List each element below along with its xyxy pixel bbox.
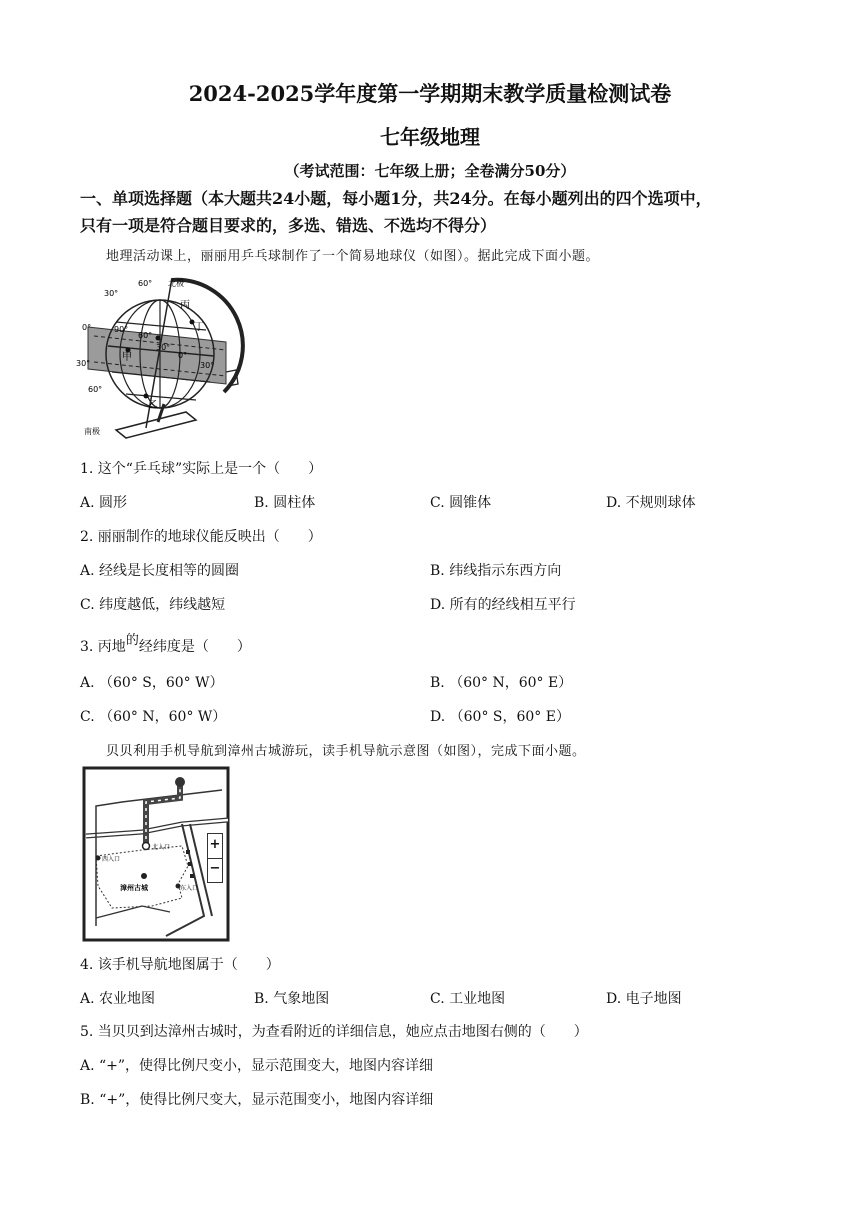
label-south-gate: 东入口 [180, 885, 199, 892]
q5-option-b[interactable]: B. “+”，使得比例尺变大，显示范围变小，地图内容详细 [80, 1092, 434, 1108]
q1-option-a[interactable]: A. 圆形 [80, 495, 128, 511]
zoom-in-button[interactable]: + [209, 837, 221, 852]
lon-label: 30° [200, 361, 215, 370]
q2-option-a[interactable]: A. 经线是长度相等的圆圈 [80, 563, 240, 579]
lon-label: 60° [138, 279, 153, 288]
q4-option-d[interactable]: D. 电子地图 [606, 991, 682, 1007]
lon-label: 30° [156, 343, 171, 352]
city-marker [141, 873, 147, 879]
poi-marker [186, 850, 190, 854]
start-point-icon [143, 843, 150, 850]
lat-label: 30° [104, 289, 119, 298]
point-label-yi: 乙 [148, 400, 158, 411]
q3-stem-part2: 经纬度是（ ） [138, 639, 251, 655]
q2-option-b[interactable]: B. 纬线指示东西方向 [430, 563, 562, 579]
question-3-stem [80, 633, 251, 656]
point-label-bing: 丙 [180, 300, 190, 311]
zoom-out-button[interactable]: − [208, 858, 222, 881]
q3-option-a[interactable]: A. （60° S，60° W） [80, 675, 224, 691]
point-marker [156, 336, 161, 341]
question-5-stem: 5. 当贝贝到达漳州古城时，为查看附近的详细信息，她应点击地图右侧的（ ） [80, 1024, 588, 1040]
exam-title: 2024-2025学年度第一学期期末教学质量检测试卷 [188, 81, 672, 106]
intro-navmap: 贝贝利用手机导航到漳州古城游玩，读手机导航示意图（如图），完成下面小题。 [106, 744, 586, 759]
q2-option-d[interactable]: D. 所有的经线相互平行 [430, 597, 576, 613]
poi-marker [190, 874, 194, 878]
point-label-jia: 甲 [122, 352, 132, 363]
zoom-control [207, 833, 223, 883]
point-label-ding: 丁 [194, 322, 204, 333]
globe-stand [116, 412, 196, 438]
q3-stem-superscript: 的 [125, 633, 139, 648]
question-2-stem: 2. 丽丽制作的地球仪能反映出（ ） [80, 529, 322, 545]
q5-option-a[interactable]: A. “+”，使得比例尺变小，显示范围变大，地图内容详细 [80, 1058, 434, 1074]
q2-option-c[interactable]: C. 纬度越低，纬线越短 [80, 597, 226, 613]
gate-marker [96, 856, 101, 861]
q4-option-a[interactable]: A. 农业地图 [80, 991, 156, 1007]
intro-globe: 地理活动课上，丽丽用乒乓球制作了一个简易地球仪（如图）。据此完成下面小题。 [106, 249, 600, 264]
question-1-stem: 1. 这个“乒乓球”实际上是一个（ ） [80, 461, 323, 477]
poi-marker [188, 862, 192, 866]
point-marker [144, 394, 149, 399]
lat-label: 30° [76, 359, 91, 368]
label-north-pole: 北极 [168, 279, 184, 288]
lat-label: 60° [88, 385, 103, 394]
q4-option-c[interactable]: C. 工业地图 [430, 991, 506, 1007]
label-south-pole: 南极 [84, 427, 100, 436]
q3-option-d[interactable]: D. （60° S，60° E） [430, 709, 570, 725]
section-heading-line1: 一、单项选择题（本大题共24小题，每小题1分，共24分。在每小题列出的四个选项中， [80, 189, 712, 208]
lon-label: 90° [114, 325, 129, 334]
lon-label: 0° [178, 351, 188, 360]
globe-stand-pole [158, 404, 164, 422]
q3-option-b[interactable]: B. （60° N，60° E） [430, 675, 573, 691]
globe-figure [76, 272, 248, 442]
q4-option-b[interactable]: B. 气象地图 [254, 991, 330, 1007]
q1-option-b[interactable]: B. 圆柱体 [254, 495, 316, 511]
label-old-town: 漳州古城 [120, 884, 148, 892]
lon-label: 60° [138, 331, 153, 340]
destination-pin-icon [175, 777, 185, 787]
q3-stem-part1: 3. 丙地 [80, 639, 126, 655]
q3-option-c[interactable]: C. （60° N，60° W） [80, 709, 227, 725]
q1-option-d[interactable]: D. 不规则球体 [606, 495, 696, 511]
lat-label: 0° [82, 323, 92, 332]
section-heading-line2: 只有一项是符合题目要求的，多选、错选、不选均不得分） [80, 216, 497, 235]
subject-title: 七年级地理 [380, 125, 480, 149]
label-west-gate: 西入口 [102, 856, 121, 863]
question-4-stem: 4. 该手机导航地图属于（ ） [80, 957, 280, 973]
exam-scope: （考试范围：七年级上册；全卷满分50分） [284, 162, 576, 180]
q1-option-c[interactable]: C. 圆锥体 [430, 495, 492, 511]
label-north-gate: 北入口 [152, 844, 171, 851]
